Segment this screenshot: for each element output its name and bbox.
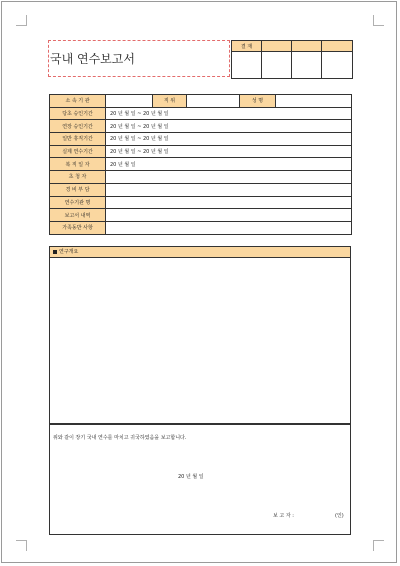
table-row xyxy=(50,209,352,222)
row-label: 보고서 내역 xyxy=(50,209,106,222)
seal-mark: (인) xyxy=(335,513,344,519)
crop-mark xyxy=(373,15,384,26)
row-value[interactable] xyxy=(106,183,352,196)
approval-col xyxy=(262,41,292,52)
table-row xyxy=(50,133,352,146)
row-value[interactable] xyxy=(106,221,352,234)
table-row xyxy=(50,158,352,171)
document-title: 국내 연수보고서 xyxy=(50,52,135,66)
row-label: 경 비 부 담 xyxy=(50,183,106,196)
row-label: 초 청 자 xyxy=(50,171,106,184)
row-label: 연장 승인기간 xyxy=(50,120,106,133)
row-label: 복 직 일 자 xyxy=(50,158,106,171)
table-row xyxy=(50,196,352,209)
approval-header: 결 재 xyxy=(232,41,262,52)
approval-table xyxy=(231,40,353,79)
row-value[interactable] xyxy=(106,209,352,222)
row-label: 가족동반 사항 xyxy=(50,221,106,234)
row-label: 당초 승인기간 xyxy=(50,107,106,120)
rank-label: 직 위 xyxy=(153,95,187,108)
crop-mark xyxy=(16,15,27,26)
row-label: 연수기관 명 xyxy=(50,196,106,209)
name-label: 성 명 xyxy=(240,95,276,108)
row-value[interactable]: 20 년 월 일 ~ 20 년 월 일 xyxy=(106,107,352,120)
affiliation-value[interactable] xyxy=(106,95,153,108)
table-row xyxy=(50,107,352,120)
name-value[interactable] xyxy=(276,95,352,108)
table-row xyxy=(50,145,352,158)
approval-sign-cell[interactable] xyxy=(292,52,322,79)
crop-mark xyxy=(373,540,384,551)
table-row xyxy=(50,95,352,108)
row-value[interactable]: 20 년 월 일 ~ 20 년 월 일 xyxy=(106,133,352,146)
rank-value[interactable] xyxy=(187,95,240,108)
research-overview-area[interactable] xyxy=(49,257,351,424)
row-label: 일반 휴직기간 xyxy=(50,133,106,146)
approval-sign-cell[interactable] xyxy=(262,52,292,79)
approval-sign-cell[interactable] xyxy=(322,52,353,79)
report-footer xyxy=(49,424,351,535)
approval-col xyxy=(292,41,322,52)
row-value[interactable]: 20 년 월 일 ~ 20 년 월 일 xyxy=(106,120,352,133)
approval-sign-cell[interactable] xyxy=(232,52,262,79)
row-value[interactable] xyxy=(106,196,352,209)
section-title: 연구개요 xyxy=(59,249,79,255)
report-date[interactable]: 20 년 월 일 xyxy=(178,474,204,480)
reporter-label: 보 고 자 : xyxy=(273,513,294,519)
square-bullet-icon xyxy=(53,250,57,254)
row-value[interactable] xyxy=(106,171,352,184)
row-label: 실제 연수기간 xyxy=(50,145,106,158)
table-row xyxy=(50,171,352,184)
declaration-text: 위와 같이 장기 국내 연수를 마치고 귀국하였음을 보고합니다. xyxy=(53,435,187,441)
row-label: 소 속 기 관 xyxy=(50,95,106,108)
table-row xyxy=(50,120,352,133)
crop-mark xyxy=(16,540,27,551)
approval-col xyxy=(322,41,353,52)
table-row xyxy=(50,221,352,234)
row-value[interactable]: 20 년 월 일 xyxy=(106,158,352,171)
table-row xyxy=(50,183,352,196)
row-value[interactable]: 20 년 월 일 ~ 20 년 월 일 xyxy=(106,145,352,158)
info-table xyxy=(49,94,352,235)
